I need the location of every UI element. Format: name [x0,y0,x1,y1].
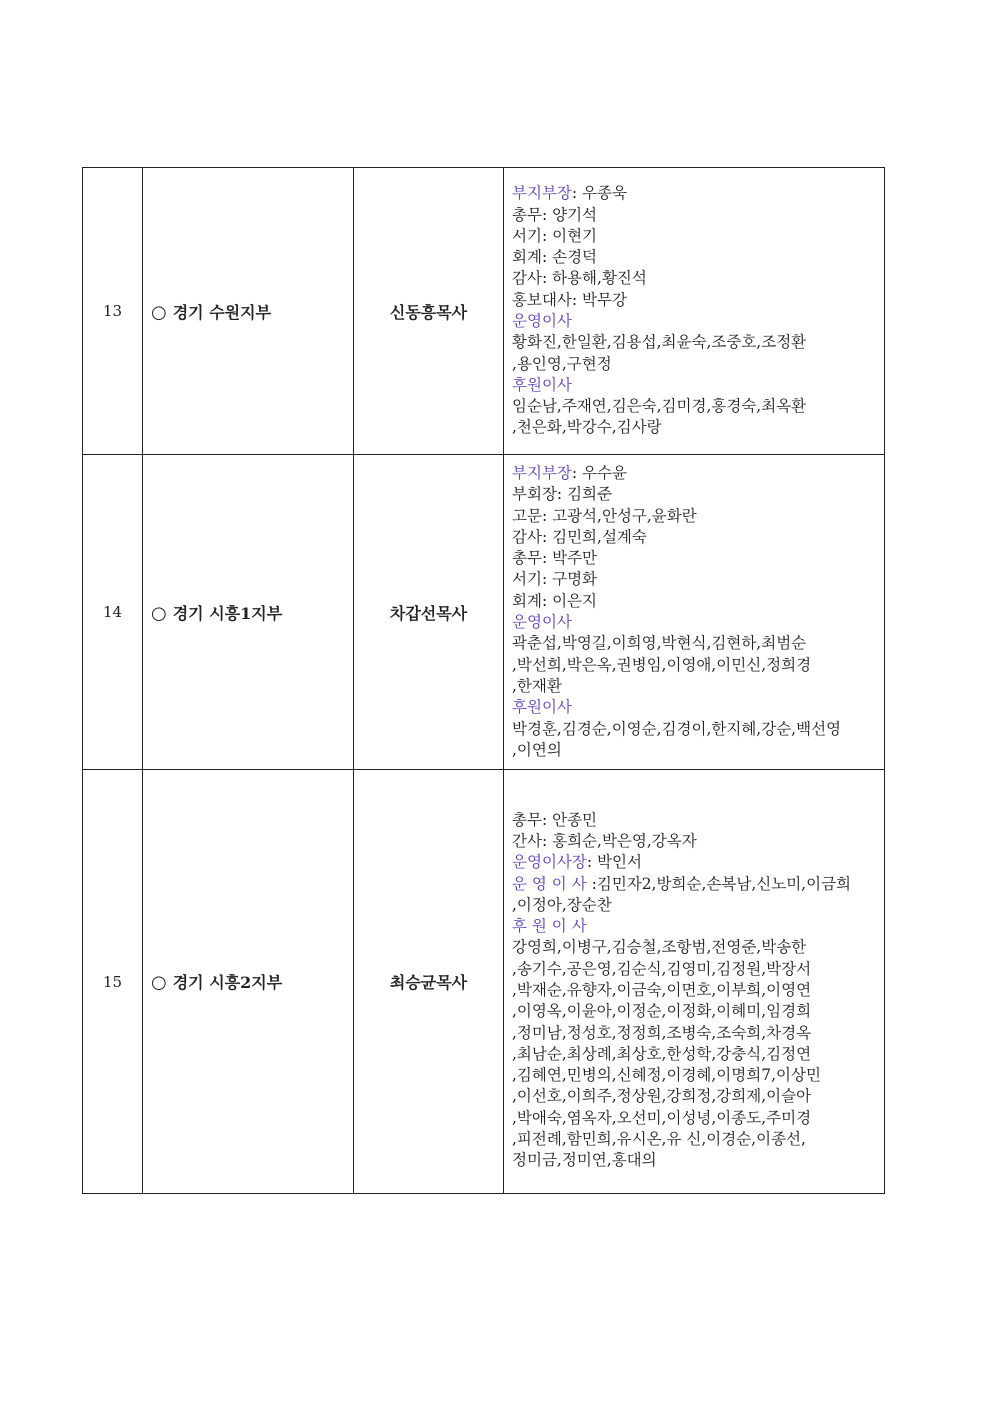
branch-name-cell [143,770,354,1194]
member-text: 총무: 박주만 [512,549,598,568]
circle-icon: ○ [151,602,167,624]
member-line [512,311,874,332]
member-text: 박경훈,김경순,이영순,김경이,한지혜,강순,백선영 [512,719,842,738]
member-text: 총무: 안종민 [512,810,598,829]
member-line [512,1108,874,1129]
role-label: 운영이사 [512,312,572,330]
member-line [512,484,874,505]
member-text: 박인서 [597,853,642,872]
table-row [83,770,885,1194]
member-text: 서기: 이현기 [512,226,598,245]
member-line [512,506,874,527]
branch-name-cell [143,168,354,455]
row-number: 14 [83,455,143,770]
member-line [512,874,874,895]
member-line [512,226,874,247]
role-label: 부지부장 [512,464,572,482]
member-text: 감사: 김민희,설계숙 [512,527,647,546]
circle-icon: ○ [151,301,167,323]
member-line [512,980,874,1001]
member-text: 총무: 양기석 [512,205,598,224]
member-text: 서기: 구명화 [512,570,598,589]
member-text: 강영희,이병구,김승철,조항범,전영준,박송한 [512,938,807,957]
member-text: ,박재순,유향자,이금숙,이면호,이부희,이영연 [512,981,812,999]
spacer [512,792,874,810]
member-line [512,655,874,676]
row-number: 15 [83,770,143,1194]
member-line [512,1150,874,1171]
member-line [512,1023,874,1044]
member-line [512,895,874,916]
member-text: 고문: 고광석,안성구,윤화란 [512,506,697,525]
pastor-name: 신동흥목사 [354,168,504,455]
member-line [512,354,874,375]
member-line [512,396,874,417]
branch-name-cell [143,455,354,770]
member-text: 임순남,주재연,김은숙,김미경,홍경숙,최옥환 [512,397,807,416]
member-line [512,290,874,311]
member-line [512,916,874,937]
member-text: 김민자2,방희순,손복남,신노미,이금희 [596,874,852,893]
member-text: 홍보대사: 박무강 [512,290,627,309]
member-line [512,548,874,569]
separator: : [586,874,597,893]
member-line [512,719,874,740]
member-line [512,959,874,980]
member-line [512,183,874,204]
member-text: ,정미남,정성호,정정희,조병숙,조숙희,차경옥 [512,1023,812,1042]
member-line [512,1044,874,1065]
branch-name: 경기 수원지부 [172,302,272,322]
member-line [512,417,874,438]
member-text: 간사: 홍희순,박은영,강옥자 [512,831,697,850]
member-line [512,268,874,289]
member-line [512,831,874,852]
member-text: ,피전례,함민희,유시온,유 신,이경순,이종선, [512,1130,806,1149]
member-text: ,이연의 [512,740,562,759]
member-line [512,205,874,226]
member-text: ,김혜연,민병의,신혜정,이경혜,이명희7,이상민 [512,1066,821,1085]
separator: : [571,464,583,482]
branch-roster-table [82,167,885,1194]
member-text: ,박애숙,염옥자,오선미,이성녕,이종도,주미경 [512,1108,812,1127]
member-text: ,천은화,박강수,김사랑 [512,418,662,437]
member-line [512,375,874,396]
circle-icon: ○ [151,972,167,994]
separator: : [571,184,583,203]
table-row [83,455,885,770]
member-text: 회계: 손경덕 [512,248,598,267]
role-label: 운영이사 [512,613,572,632]
member-text: 우수윤 [582,464,627,482]
member-text: ,박선희,박은옥,권병임,이영애,이민신,정희경 [512,655,812,674]
member-line [512,633,874,654]
member-text: 황화진,한일환,김용섭,최윤숙,조중호,조정환 [512,333,807,352]
member-list [504,168,885,455]
member-text: 회계: 이은지 [512,591,598,610]
branch-name: 경기 시흥2지부 [172,973,283,993]
member-line [512,1086,874,1107]
role-label: 운 영 이 사 [512,874,587,893]
role-label: 후원이사 [512,375,572,394]
member-line [512,676,874,697]
member-line [512,569,874,590]
member-text: 부회장: 김희준 [512,485,612,504]
role-label: 후 원 이 사 [512,917,587,936]
member-text: 곽춘섭,박영길,이희영,박현식,김현하,최범순 [512,634,807,653]
member-line [512,810,874,831]
member-text: ,이선호,이희주,정상원,강희정,강희제,이슬아 [512,1087,812,1106]
member-list [504,455,885,770]
member-line [512,697,874,718]
role-label: 부지부장 [512,184,572,203]
member-text: 정미금,정미연,홍대의 [512,1151,657,1170]
role-label: 운영이사장 [512,853,587,872]
member-text: ,이정아,장순찬 [512,895,612,914]
member-line [512,740,874,761]
member-line [512,612,874,633]
member-line [512,332,874,353]
member-line [512,527,874,548]
pastor-name: 최승균목사 [354,770,504,1194]
member-line [512,247,874,268]
pastor-name: 차갑선목사 [354,455,504,770]
member-line [512,852,874,873]
member-list [504,770,885,1194]
row-number: 13 [83,168,143,455]
member-text: ,용인영,구현정 [512,354,612,373]
separator: : [586,853,598,872]
member-text: ,한재환 [512,676,562,695]
member-line [512,591,874,612]
member-text: 감사: 하용해,황진석 [512,269,647,288]
member-text: 우종욱 [582,184,627,203]
member-line [512,937,874,958]
member-line [512,1001,874,1022]
member-line [512,1129,874,1150]
table-row [83,168,885,455]
member-line [512,463,874,484]
member-text: ,최남순,최상례,최상호,한성학,강충식,김정연 [512,1044,812,1063]
member-text: ,송기수,공은영,김순식,김영미,김정원,박장서 [512,959,812,978]
branch-name: 경기 시흥1지부 [172,603,283,623]
member-text: ,이영옥,이윤아,이정순,이정화,이혜미,임경희 [512,1002,812,1021]
role-label: 후원이사 [512,698,572,717]
member-line [512,1065,874,1086]
